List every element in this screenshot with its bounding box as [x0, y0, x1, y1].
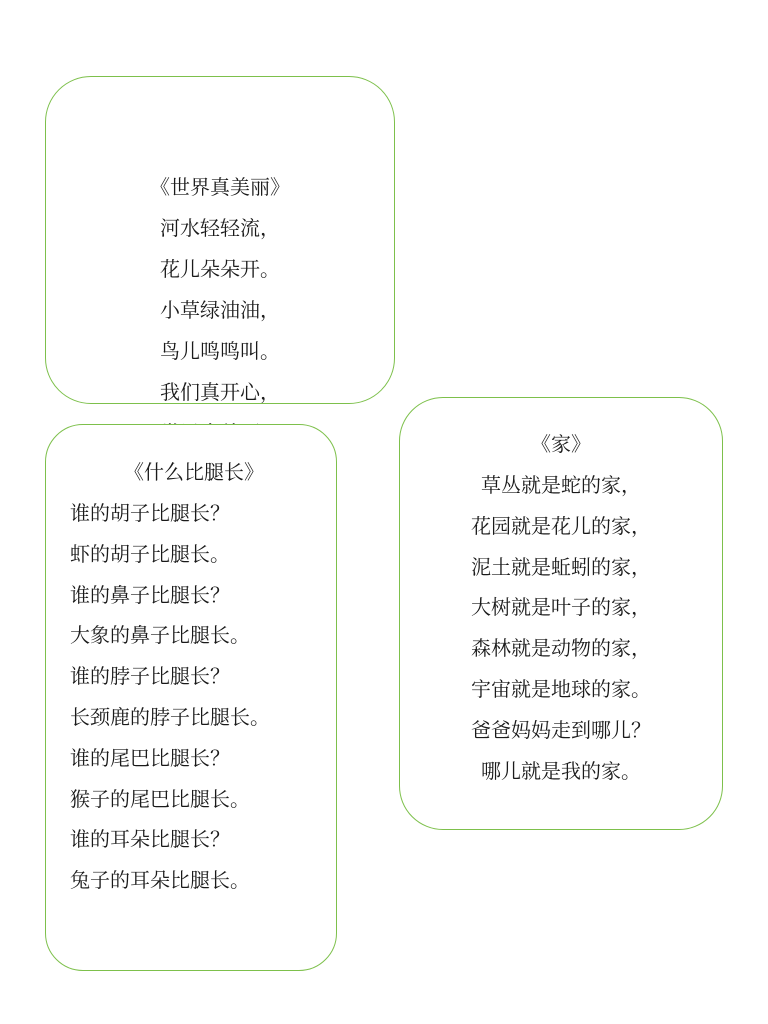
poem-line: 谁的耳朵比腿长？: [70, 827, 230, 852]
poem-card-world-beautiful: [45, 76, 395, 404]
poem-line: 鸟儿鸣鸣叫。: [160, 338, 280, 363]
poem-line: 虾的胡子比腿长。: [70, 541, 230, 566]
poem-line: 泥土就是蚯蚓的家，: [471, 554, 651, 579]
poem-line: 小草绿油油，: [160, 297, 280, 322]
poem-body: [400, 465, 722, 791]
poem-body: [70, 493, 270, 901]
poem-line: 宇宙就是地球的家。: [471, 676, 651, 701]
poem-card-what-is-longer: [45, 424, 337, 971]
poem-line: 花园就是花儿的家，: [471, 513, 651, 538]
poem-line: 哪儿就是我的家。: [481, 758, 641, 783]
poem-line: 爸爸妈妈走到哪儿？: [471, 717, 651, 742]
poem-line: 长颈鹿的脖子比腿长。: [70, 704, 270, 729]
poem-title: 《家》: [531, 432, 591, 456]
poem-line: 河水轻轻流，: [160, 216, 280, 240]
poem-title: 《世界真美丽》: [150, 175, 290, 199]
poem-body: [46, 208, 394, 453]
poem-line: 花儿朵朵开。: [160, 256, 280, 281]
poem-line: 大象的鼻子比腿长。: [70, 623, 250, 648]
poem-line: 森林就是动物的家，: [471, 636, 651, 661]
poem-line: 谁的尾巴比腿长？: [70, 745, 230, 770]
poem-line: 谁的鼻子比腿长？: [70, 582, 230, 607]
poem-line: 我们真开心，: [160, 379, 280, 404]
poem-line: 猴子的尾巴比腿长。: [70, 786, 250, 811]
poem-line: 大树就是叶子的家，: [471, 595, 651, 620]
poem-title: 《什么比腿长》: [124, 460, 264, 484]
poem-line: 谁的胡子比腿长？: [70, 501, 230, 525]
poem-line: 谁的脖子比腿长？: [70, 664, 230, 689]
poem-card-home: [399, 397, 723, 830]
poem-line: 草丛就是蛇的家，: [481, 473, 641, 497]
poem-line: 兔子的耳朵比腿长。: [70, 868, 250, 893]
